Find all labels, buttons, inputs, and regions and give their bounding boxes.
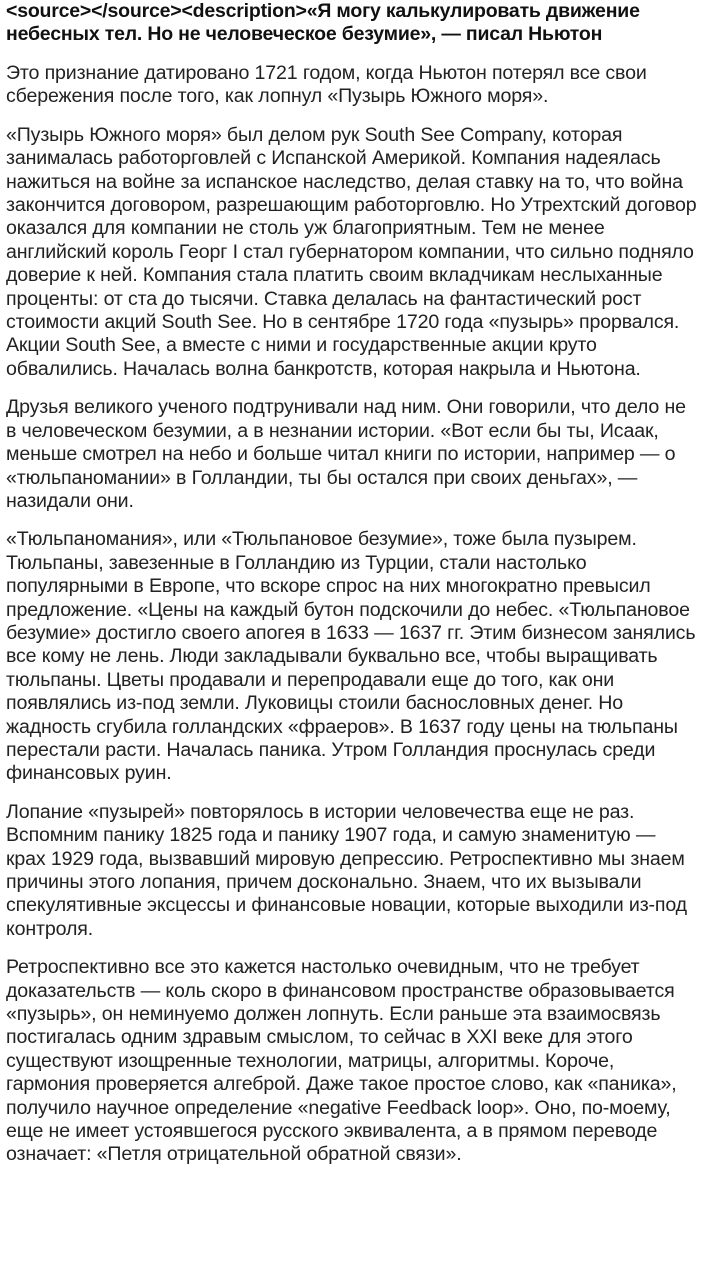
paragraph-1: Это признание датировано 1721 годом, когда Ньютон потерял все свои сбережения после того, как лопнул «Пузырь Южного моря». xyxy=(6,62,647,108)
paragraph-2: «Пузырь Южного моря» был делом рук South See Company, которая занималась работорговлей с Испанской Америкой. Компания надеялась нажиться на войне за испанское наследство, делая ставку на то, что война закончится договором, разрешающим работорговлю. Но Утрехтский договор оказался для компании не столь уж благоприятным. Тем не менее английский король Георг I стал губернатором компании, что сильно подняло доверие к ней. Компания стала платить своим вкладчикам неслыханные проценты: от ста до тысячи. Ставка делалась на фантастический рост стоимости акций South See. Но в сентябре 1720 года «пузырь» прорвался. Акции South See, а вместе с ними и государственные акции круто обвалились. Началась волна банкротств, которая накрыла и Ньютона. xyxy=(6,123,697,380)
paragraph-4: «Тюльпаномания», или «Тюльпановое безумие», тоже была пузырем. Тюльпаны, завезенные в Голландию из Турции, стали настолько популярными в Европе, что вскоре спрос на них многократно превысил предложение. «Цены на каждый бутон подскочили до небес. «Тюльпановое безумие» достигло своего апогея в 1633 — 1637 гг. Этим бизнесом занялись все кому не лень. Люди закладывали буквально все, чтобы выращивать тюльпаны. Цветы продавали и перепродавали еще до того, как они появлялись из-под земли. Луковицы стоили баснословных денег. Но жадность сгубила голландских «фраеров». В 1637 году цены на тюльпаны перестали расти. Началась паника. Утром Голландия проснулась среди финансовых руин. xyxy=(6,528,696,785)
paragraph-6: Ретроспективно все это кажется настолько очевидным, что не требует доказательств — коль скоро в финансовом пространстве образовывается «пузырь», он неминуемо должен лопнуть. Если раньше эта взаимосвязь постигалась одним здравым смыслом, то сейчас в XXI веке для этого существуют изощренные технологии, матрицы, алгоритмы. Короче, гармония проверяется алгеброй. Даже такое простое слово, как «паника», получило научное определение «negative Feedback loop». Оно, по-моему, еще не имеет устоявшегося русского эквивалента, а в прямом переводе означает: «Петля отрицательной обратной связи». xyxy=(6,956,677,1166)
paragraph-5: Лопание «пузырей» повторялось в истории человечества еще не раз. Вспомним панику 1825 года и панику 1907 года, и самую знаменитую — крах 1929 года, вызвавший мировую депрессию. Ретроспективно мы знаем причины этого лопания, причем досконально. Знаем, что их вызывали спекулятивные эксцессы и финансовые новации, которые выходили из-под контроля. xyxy=(6,800,687,940)
paragraph-3: Друзья великого ученого подтрунивали над ним. Они говорили, что дело не в человеческом безумии, а в незнании истории. «Вот если бы ты, Исаак, меньше смотрел на небо и больше читал книги по истории, например — о «тюльпаномании» в Голландии, ты бы остался при своих деньгах», — назидали они. xyxy=(6,396,686,512)
article-title: <source></source><description>«Я могу калькулировать движение небесных тел. Но не человеческое безумие», — писал Ньютон xyxy=(6,0,640,45)
